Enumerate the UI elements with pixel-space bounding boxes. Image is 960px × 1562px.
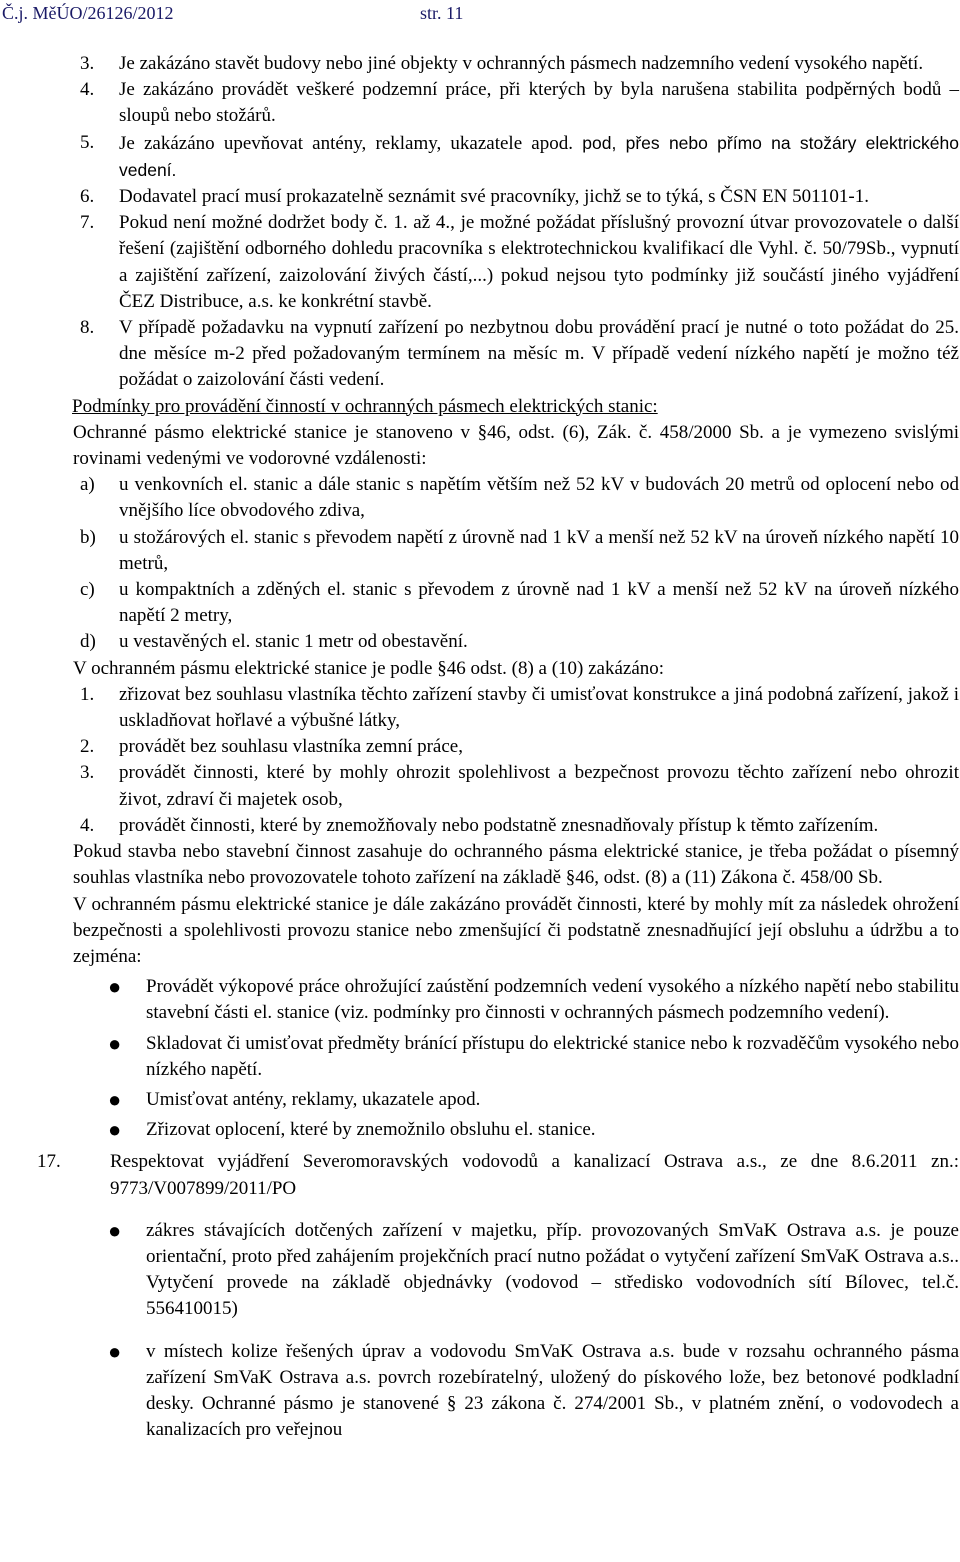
list-item-text: Pokud není možné dodržet body č. 1. až 4.: [119, 212, 451, 234]
bullet-icon: ●: [108, 1217, 122, 1243]
paragraph: V ochranném pásmu elektrické stanice je dále zakázáno provádět činnosti, které by mohly mít za následek ohrožení bezpečnosti a spolehlivosti provozu stanice nebo zmenšující či podstatně znesnadňující její obsluhu a údržbu a to zejména:: [73, 893, 959, 967]
bullet-text: Umisťovat antény, reklamy, ukazatele apod.: [146, 1088, 481, 1110]
list-item: 6. Dodavatel prací musí prokazatelně seznámit své pracovníky, jichž se to týká, s ČSN EN 501101-1.: [73, 184, 959, 210]
list-item: d) u vestavěných el. stanic 1 metr od obestavění.: [73, 629, 959, 655]
list-item-text: V případě požadavku na vypnutí zařízení po nezbytnou dobu provádění prací je nutné o toto požádat do 25. dne měsíce m-2 před požadovaným termínem na měsíc m. V případě vedení nízkého napětí je možno též požádat o zaizolování části vedení.: [119, 317, 959, 391]
bullet-icon: ●: [108, 1117, 122, 1143]
list-item-text: u stožárových el. stanic s převodem napětí z úrovně nad 1 kV a menší než 52 kV na úroveň nízkého napětí 10 metrů,: [119, 526, 959, 574]
page-header: [0, 0, 960, 26]
list-item-text: Dodavatel prací musí prokazatelně seznámit své pracovníky, jichž se to týká, s ČSN EN 501101-1.: [119, 186, 869, 208]
list-item: 3. provádět činnosti, které by mohly ohrozit spolehlivost a bezpečnost provozu těchto zařízení nebo ohrozit život, zdraví či majetek osob,: [73, 760, 959, 812]
list-item-text: provádět bez souhlasu vlastníka zemní práce,: [119, 736, 463, 758]
list-item-text: , vypnutí a zajištění zařízení, zaizolování živých částí,...) pokud nejsou tyto podmínky již součástí jiného vyjádření ČEZ Distribuce, a.s. ke konkrétní stavbě.: [119, 238, 959, 312]
bullet-icon: ●: [108, 1030, 122, 1056]
list-item-text: pod, přes nebo přímo na stožáry elektrického vedení.: [119, 132, 959, 180]
list-item-text: Je zakázáno provádět veškeré podzemní práce, při kterých by byla narušena stabilita podpěrných bodů – sloupů nebo stožárů.: [119, 79, 959, 127]
list-item-text: u kompaktních a zděných el. stanic s převodem z úrovně nad 1 kV a menší než 52 kV na úroveň nízkého napětí 2 metry,: [119, 579, 959, 627]
paragraph: Ochranné pásmo elektrické stanice je stanoveno v §46, odst. (6), Zák. č. 458/2000 Sb. a je vymezeno svislými rovinami vedenými ve vodorovné vzdálenosti:: [73, 421, 959, 470]
bullet-item: [73, 1031, 959, 1083]
list-item: 7. Pokud není možné dodržet body č. 1. až 4., je možné požádat příslušný provozní útvar provozovatele o další řešení (zajištění odborného dohledu pracovníka s elektrotechnickou kvalifikací dle Vyhl. č. 50/79Sb., vypnutí a zajištění zařízení, zaizolování živých částí,...) pokud nejsou tyto podmínky již součástí jiného vyjádření ČEZ Distribuce, a.s. ke konkrétní stavbě.: [80, 212, 959, 312]
bullet-text: zákres stávajících dotčených zařízení v majetku, příp. provozovaných SmVaK Ostrava a.s. je pouze orientační, proto před zahájením projekčních prací nutno požádat o vytyčení zařízení SmVaK Ostrava a.s.. Vytyčení provede na základě objednávky (vodovod – středisko vodovodních sítí Bílovec, tel.č. 556410015): [146, 1219, 959, 1320]
bullet-text: Zřizovat oplocení, které by znemožnilo obsluhu el. stanice.: [146, 1119, 596, 1141]
paragraph: V ochranném pásmu elektrické stanice je podle §46 odst. (8) a (10) zakázáno:: [73, 657, 665, 679]
list-item-text: provádět činnosti, které by znemožňovaly nebo podstatně znesnadňovaly přístup k těmto zařízením.: [119, 814, 879, 836]
paragraph: Pokud stavba nebo stavební činnost zasahuje do ochranného pásma elektrické stanice, je třeba požádat o písemný souhlas vlastníka nebo provozovatele tohoto zařízení na základě §46, odst. (8) a (11) Zákona č. 458/00 Sb.: [73, 841, 959, 889]
bullet-item: [73, 974, 959, 1026]
document-body: [37, 51, 959, 1443]
list-item: c) u kompaktních a zděných el. stanic s převodem z úrovně nad 1 kV a menší než 52 kV na úroveň nízkého napětí 2 metry,: [73, 577, 959, 629]
list-item: 17. Respektovat vyjádření Severomoravských vodovodů a kanalizací Ostrava a.s., ze dne 8.6.2011 zn.: 9773/V007899/2011/PO: [17, 1149, 959, 1201]
list-item-text: Je zakázáno upevňovat antény, reklamy, ukazatele apod.: [119, 132, 573, 154]
bullet-icon: ●: [108, 1338, 122, 1364]
bullet-text: v místech kolize řešených úprav a vodovodu SmVaK Ostrava a.s. bude v rozsahu ochranného pásma zařízení SmVaK Ostrava a.s. povrch rozebíratelný, uložený do pískového lože, bez betonové podkladní desky. Ochranné pásmo je stanovené § 23 zákona č. 274/2001 Sb., v platném znění, o vodovodech a kanalizacích pro veřejnou: [146, 1340, 959, 1441]
bullet-item: [73, 1218, 959, 1323]
list-item-text: zřizovat bez souhlasu vlastníka těchto zařízení stavby či umisťovat konstrukce a jiná podobná zařízení, jakož i uskladňovat hořlavé a výbušné látky,: [119, 683, 959, 732]
list-item: 8. V případě požadavku na vypnutí zařízení po nezbytnou dobu provádění prací je nutné o toto požádat do 25. dne měsíce m-2 před požadovaným termínem na měsíc m. V případě vedení nízkého napětí je možno též požádat o zaizolování části vedení.: [73, 315, 959, 394]
list-item-text: , je možné požádat příslušný provozní útvar provozovatele o další řešení (zajištění odborného dohledu pracovníka s elektrotechnickou kvalifikací dle Vyhl. č. 50/79Sb.: [119, 212, 959, 260]
bullet-text: Provádět výkopové práce ohrožující zaústění podzemních vedení vysokého a nízkého napětí nebo stabilitu stavební části el. stanice (viz. podmínky pro činnosti v ochranných pásmech podzemního vedení).: [146, 976, 959, 1024]
list-item-text: u vestavěných el. stanic 1 metr od obestavění.: [119, 631, 468, 653]
list-item: 1. zřizovat bez souhlasu vlastníka těchto zařízení stavby či umisťovat konstrukce a jiná podobná zařízení, jakož i uskladňovat hořlavé a výbušné látky,: [73, 682, 959, 734]
list-item: 3. Je zakázáno stavět budovy nebo jiné objekty v ochranných pásmech nadzemního vedení vysokého napětí.: [73, 51, 959, 77]
list-item-text: Je zakázáno stavět budovy nebo jiné objekty v ochranných pásmech nadzemního vedení vysokého napětí.: [119, 53, 924, 74]
list-item-text: provádět činnosti, které by mohly ohrozit spolehlivost a bezpečnost provozu těchto zařízení nebo ohrozit život, zdraví či majetek osob,: [119, 762, 959, 810]
list-item: 2. provádět bez souhlasu vlastníka zemní práce,: [73, 734, 959, 760]
list-item: 5. Je zakázáno upevňovat antény, reklamy, ukazatele apod. pod, přes nebo přímo na stožáry elektrického vedení.: [80, 131, 959, 180]
list-item: 4. provádět činnosti, které by znemožňovaly nebo podstatně znesnadňovaly přístup k těmto zařízením.: [73, 813, 959, 839]
document-reference: Č.j. MěÚO/26126/2012: [2, 3, 174, 23]
bullet-item: [73, 1117, 959, 1143]
list-item: 4. Je zakázáno provádět veškeré podzemní práce, při kterých by byla narušena stabilita podpěrných bodů – sloupů nebo stožárů.: [73, 77, 959, 129]
page-number: str. 11: [420, 3, 464, 23]
bullet-item: [73, 1087, 959, 1113]
list-item: b) u stožárových el. stanic s převodem napětí z úrovně nad 1 kV a menší než 52 kV na úroveň nízkého napětí 10 metrů,: [73, 525, 959, 577]
list-item: a) u venkovních el. stanic a dále stanic s napětím větším než 52 kV v budovách 20 metrů od oplocení nebo od vnějšího líce obvodového zdiva,: [73, 472, 959, 524]
bullet-icon: ●: [108, 974, 122, 1000]
list-item-text: u venkovních el. stanic a dále stanic s napětím větším než 52 kV v budovách 20 metrů od oplocení nebo od vnějšího líce obvodového zdiva,: [119, 474, 959, 522]
bullet-text: Skladovat či umisťovat předměty bránící přístupu do elektrické stanice nebo k rozvaděčům vysokého nebo nízkého napětí.: [146, 1032, 959, 1080]
bullet-icon: ●: [108, 1086, 122, 1112]
list-item-text: Respektovat vyjádření Severomoravských vodovodů a kanalizací Ostrava a.s., ze dne 8.6.2011 zn.: 9773/V007899/2011/PO: [110, 1151, 959, 1199]
section-heading: Podmínky pro provádění činností v ochranných pásmech elektrických stanic:: [72, 395, 658, 417]
bullet-item: [73, 1339, 959, 1444]
